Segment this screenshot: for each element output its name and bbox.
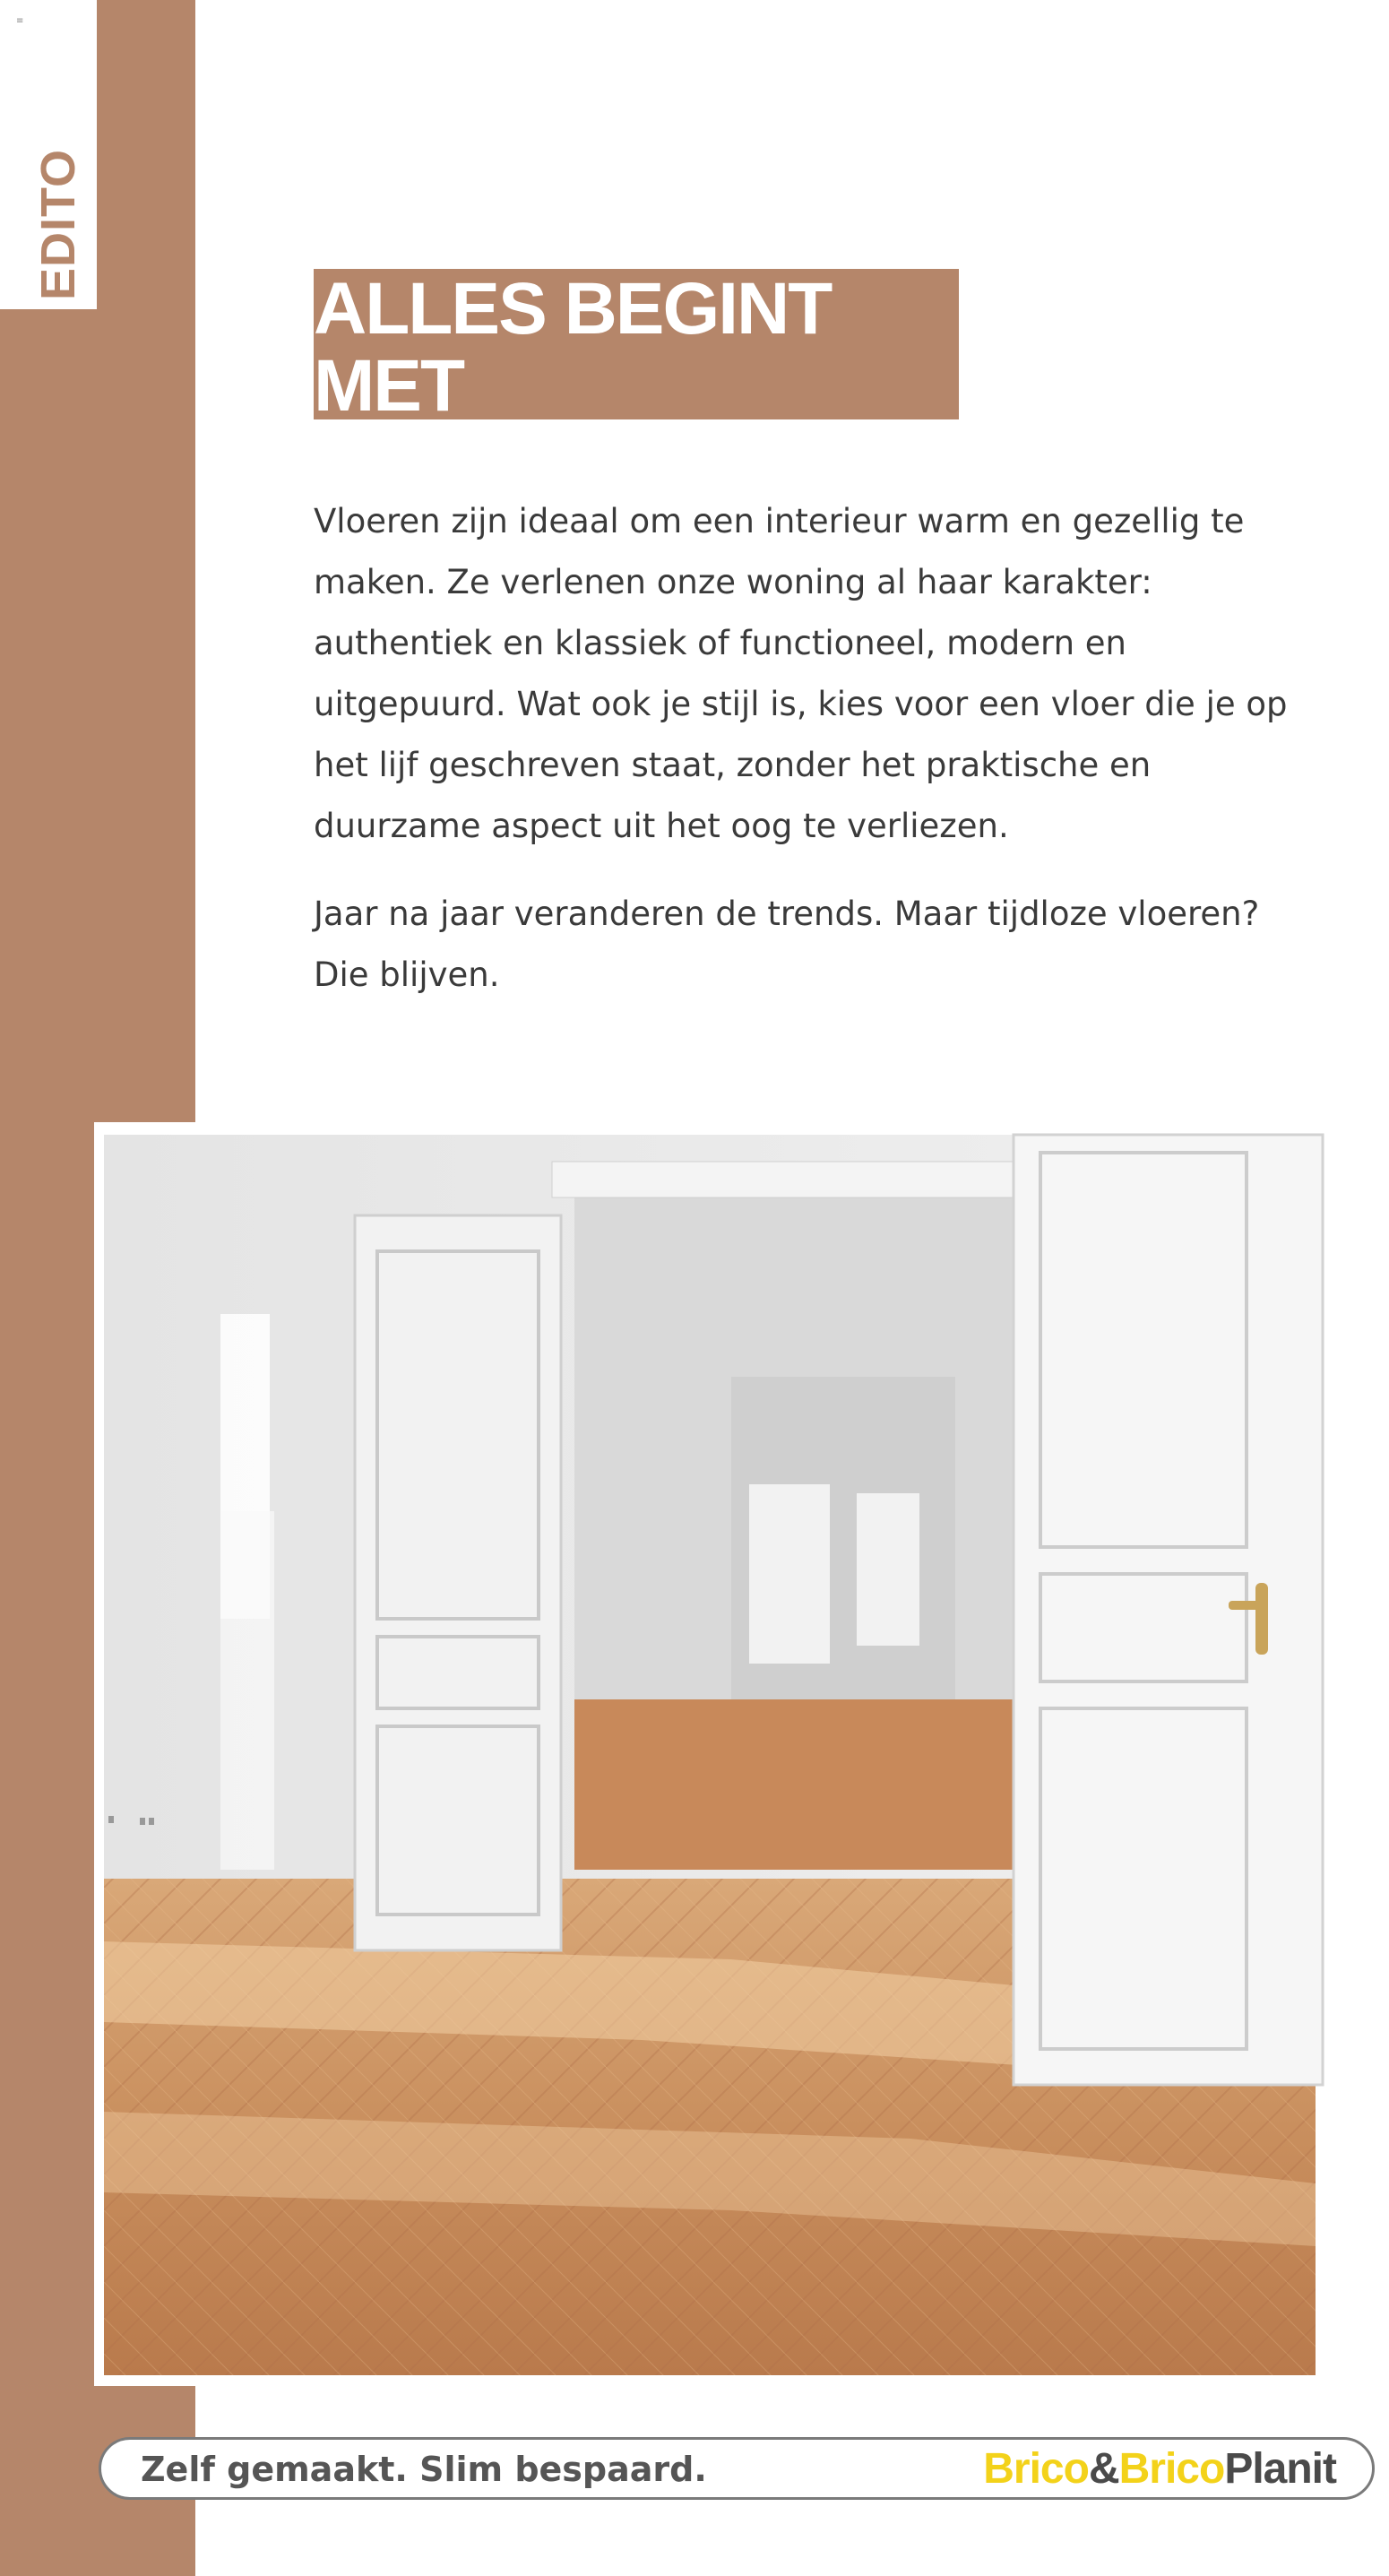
footer-banner — [99, 2437, 1375, 2500]
page-mark: ≡ — [16, 16, 24, 26]
paragraph-intro: Vloeren zijn ideaal om een interieur warm en gezellig te maken. Ze verlenen onze woning al haar karakter: authentiek en klassiek of functioneel, modern en uitgepuurd. Wat ook je stijl is, kies voor een vloer die je op het lijf geschreven staat, zonder het praktische en duurzame aspect uit het oog te verliezen. — [314, 502, 1288, 845]
logo-brico: Brico — [983, 2445, 1089, 2493]
logo-planit: Planit — [1224, 2445, 1336, 2493]
section-label: EDITO — [31, 148, 85, 300]
slogan: Zelf gemaakt. Slim bespaard. — [141, 2450, 707, 2489]
paragraph-closing: Jaar na jaar veranderen de trends. Maar tijdloze vloeren? Die blijven. — [314, 895, 1260, 994]
logo-brico-second: Brico — [1118, 2445, 1225, 2493]
logo-ampersand: & — [1088, 2445, 1119, 2493]
page-title: ALLES BEGINT MET DE VLOER — [314, 268, 832, 504]
article-body — [314, 491, 1317, 1033]
brand-logo — [983, 2444, 1336, 2494]
headline-block — [314, 268, 959, 504]
interior-photo — [104, 1135, 1316, 2375]
